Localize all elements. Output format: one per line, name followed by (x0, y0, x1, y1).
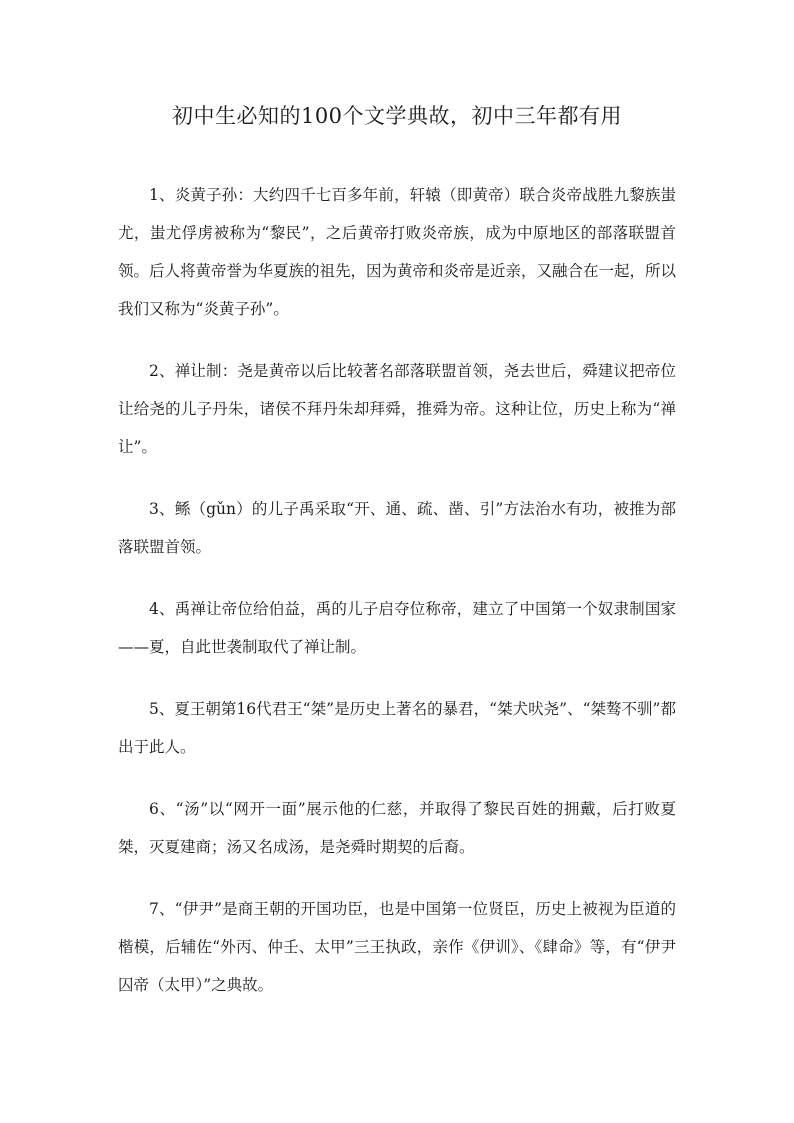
entry-list (118, 176, 676, 1004)
entry-paragraph: 5、夏王朝第16代君王“桀”是历史上著名的暴君，“桀犬吠尧”、“桀骜不驯”都出于此人。 (118, 700, 676, 756)
entry-paragraph: 6、“汤”以“网开一面”展示他的仁慈，并取得了黎民百姓的拥戴，后打败夏桀，灭夏建商；汤又名成汤，是尧舜时期契的后裔。 (118, 800, 676, 856)
entry-paragraph: 1、炎黄子孙：大约四千七百多年前，轩辕（即黄帝）联合炎帝战胜九黎族蚩尤，蚩尤俘虏被称为“黎民”，之后黄帝打败炎帝族，成为中原地区的部落联盟首领。后人将黄帝誉为华夏族的祖先，因为黄帝和炎帝是近亲，又融合在一起，所以我们又称为“炎黄子孙”。 (118, 186, 677, 318)
entry-paragraph: 7、“伊尹”是商王朝的开国功臣，也是中国第一位贤臣，历史上被视为臣道的楷模，后辅佐“外丙、仲壬、太甲”三王执政，亲作《伊训》、《肆命》等，有“伊尹囚帝（太甲）”之典故。 (118, 900, 676, 994)
document-title: 初中生必知的100个文学典故，初中三年都有用 (171, 104, 623, 128)
entry-paragraph: 2、禅让制：尧是黄帝以后比较著名部落联盟首领，尧去世后，舜建议把帝位让给尧的儿子丹朱，诸侯不拜丹朱却拜舜，推舜为帝。这种让位，历史上称为“禅让”。 (118, 362, 676, 456)
entry-paragraph: 3、鲧（gǔn）的儿子禹采取“开、通、疏、凿、引”方法治水有功，被推为部落联盟首领。 (118, 500, 676, 556)
entry-paragraph: 4、禹禅让帝位给伯益，禹的儿子启夺位称帝，建立了中国第一个奴隶制国家——夏，自此世袭制取代了禅让制。 (118, 600, 676, 656)
